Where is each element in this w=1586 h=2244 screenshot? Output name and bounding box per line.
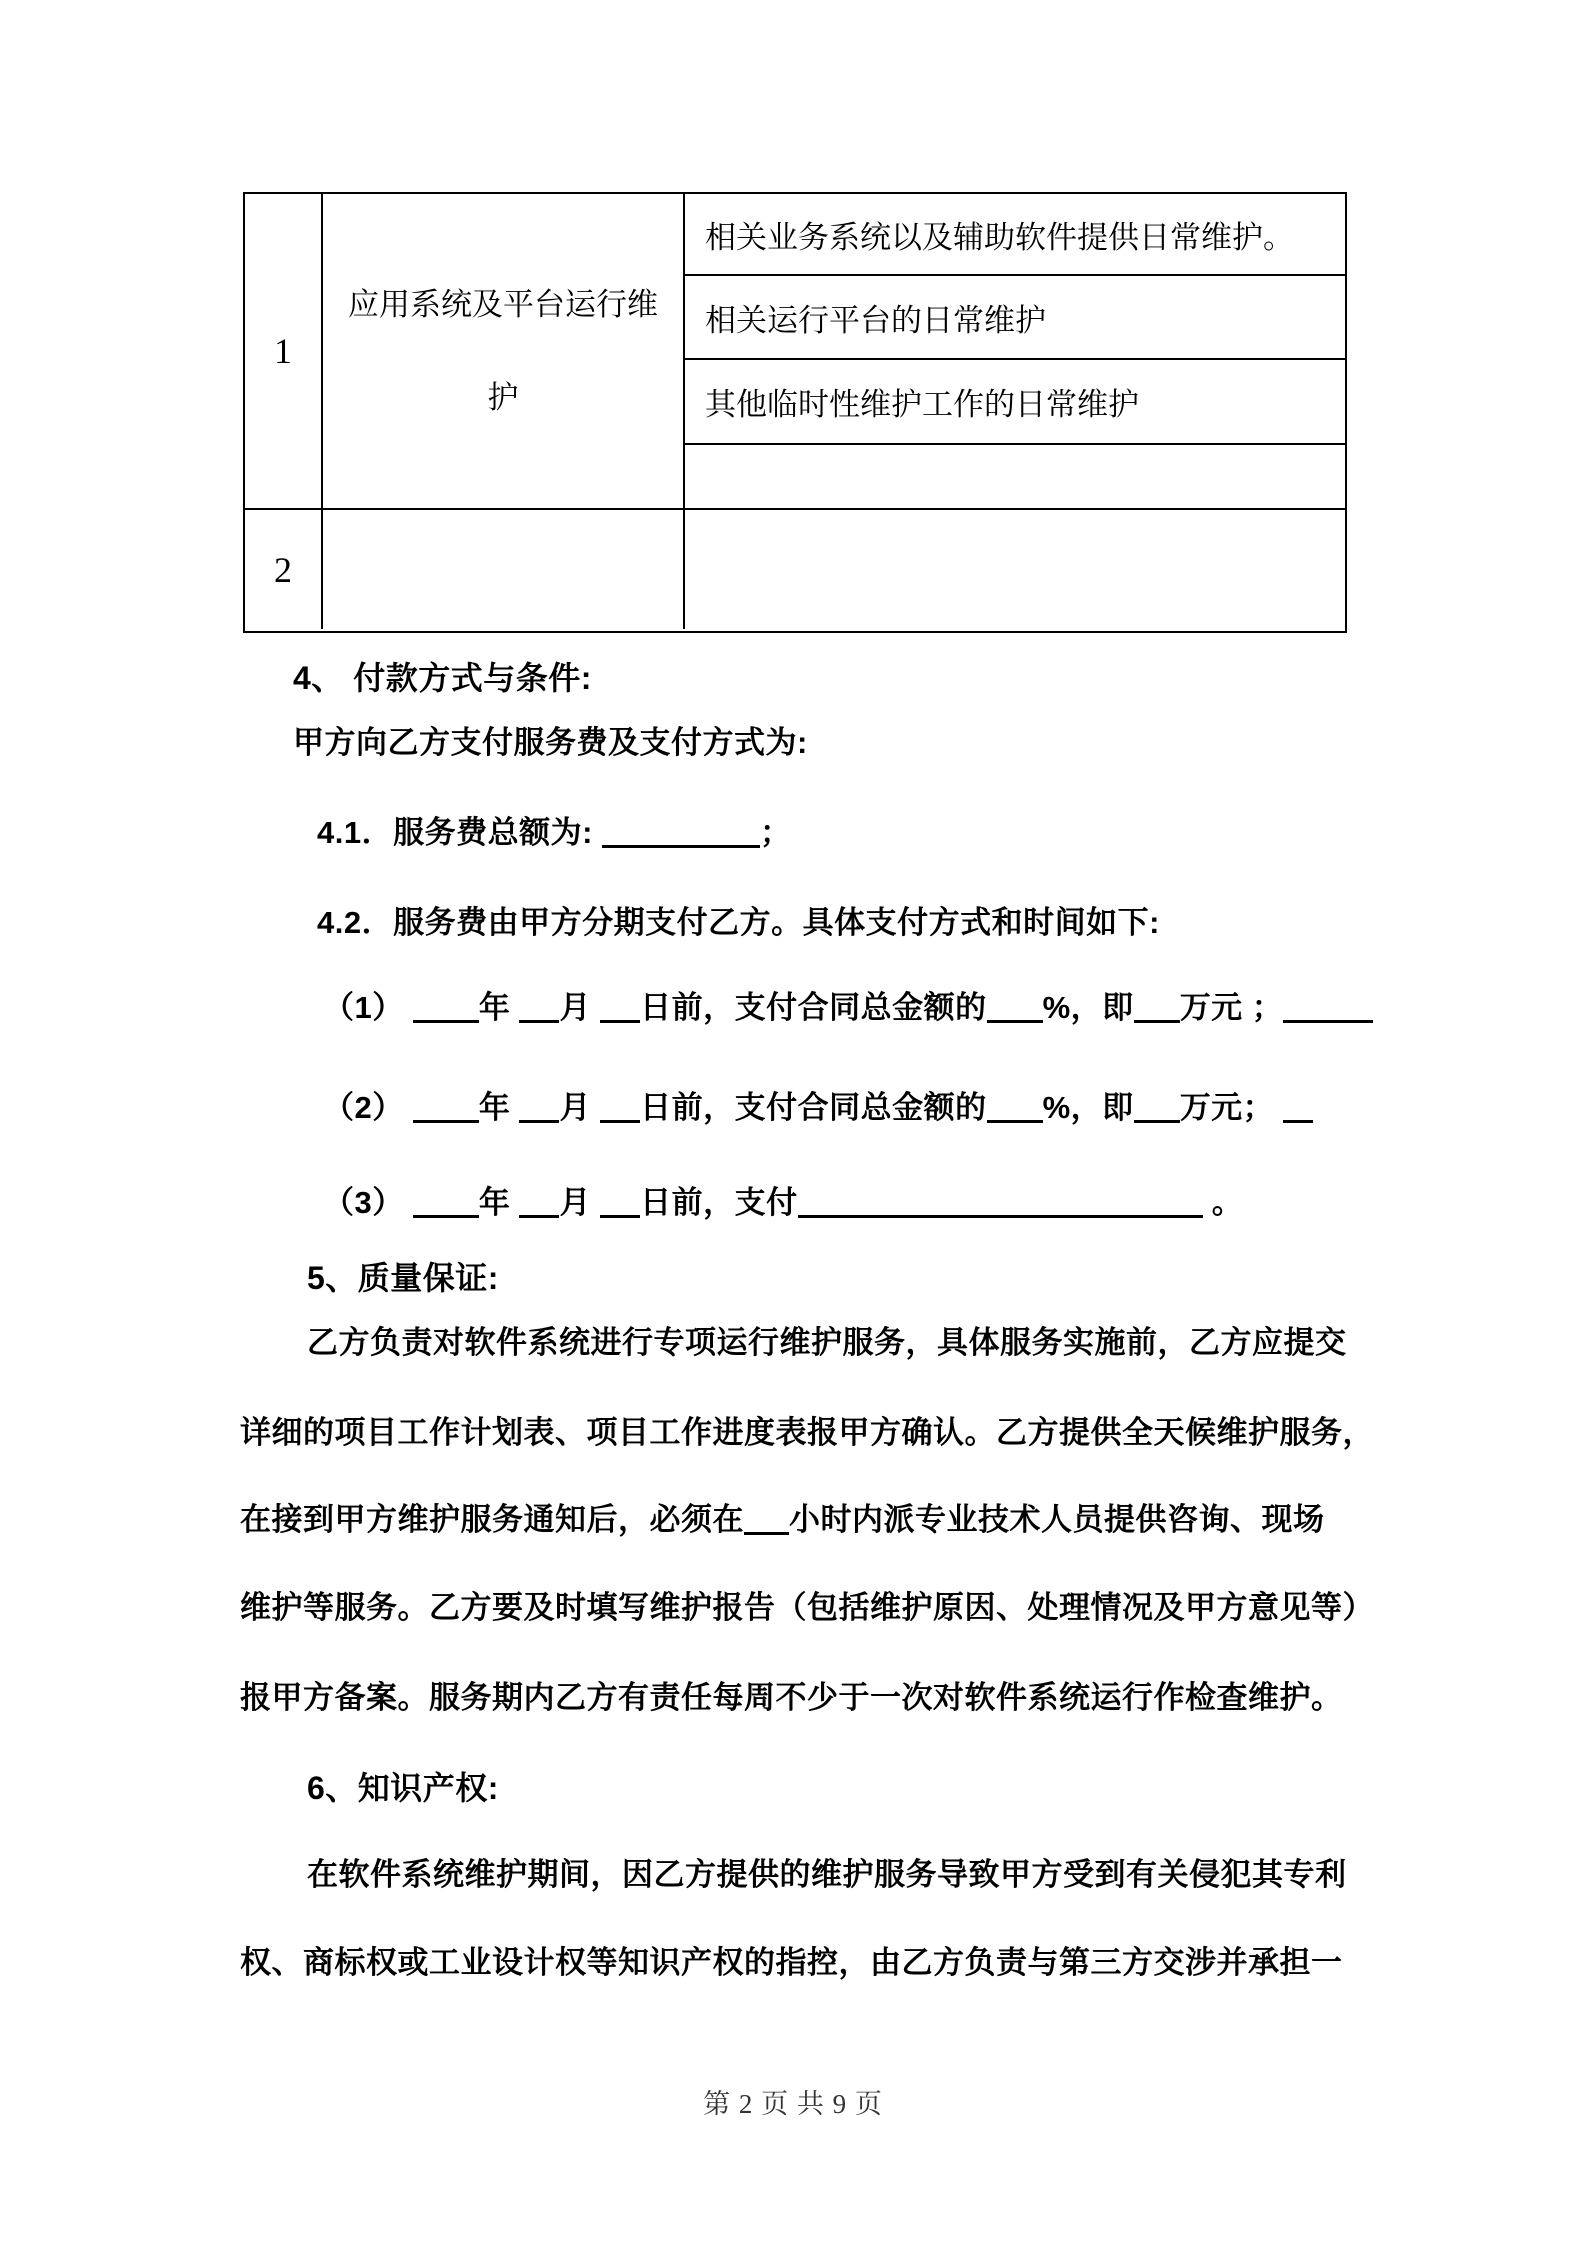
blank-field [600,1019,640,1023]
row2-number: 2 [245,510,323,629]
section4-intro: 甲方向乙方支付服务费及支付方式为: [293,725,808,760]
table-row [245,194,1345,508]
blank-field [413,1019,479,1023]
blank-field [600,1119,640,1123]
section5-line-2: 详细的项目工作计划表、项目工作进度表报甲方确认。乙方提供全天候维护服务， [240,1415,1374,1450]
row1-category-line2: 护 [487,379,519,415]
section5-heading: 5、质量保证: [307,1260,499,1296]
page-number-footer: 第 2 页 共 9 页 [703,2089,883,2119]
blank-field [519,1019,559,1023]
row1-number: 1 [245,194,323,508]
row1-item-3: 其他临时性维护工作的日常维护 [685,360,1345,445]
table-row [245,508,1345,629]
payment-line-2: （2） 年 月 日前，支付合同总金额的 %，即 万元； [323,1088,1313,1128]
section4-heading: 4、 付款方式与条件: [293,660,592,696]
clause-4-1: 4.1．服务费总额为: ； [317,815,792,850]
section5-line-3: 在接到甲方维护服务通知后，必须在 小时内派专业技术人员提供咨询、现场 [240,1502,1325,1537]
clause-4-2: 4.2．服务费由甲方分期支付乙方。具体支付方式和时间如下: [317,905,1160,940]
section5-line-4: 维护等服务。乙方要及时填写维护报告（包括维护原因、处理情况及甲方意见等） [240,1590,1374,1625]
blank-field [987,1019,1043,1023]
section6-line-1: 在软件系统维护期间，因乙方提供的维护服务导致甲方受到有关侵犯其专利 [307,1857,1347,1892]
section6-heading: 6、知识产权: [307,1770,499,1806]
row1-item-1: 相关业务系统以及辅助软件提供日常维护。 [685,194,1345,276]
blank-field [413,1119,479,1123]
blank-field [413,1214,479,1218]
section5-line-1: 乙方负责对软件系统进行专项运行维护服务，具体服务实施前，乙方应提交 [307,1325,1347,1360]
payment-line-3: （3） 年 月 日前，支付 。 [323,1185,1244,1220]
row1-category-line1: 应用系统及平台运行维 [348,286,658,322]
payment-line-1: （1） 年 月 日前，支付合同总金额的 %，即 万元 ； [323,988,1373,1028]
blank-field [519,1119,559,1123]
section5-line-5: 报甲方备案。服务期内乙方有责任每周不少于一次对软件系统运行作检查维护。 [240,1680,1343,1715]
blank-field [1283,1019,1373,1023]
blank-field [798,1214,1203,1218]
row1-category [323,194,685,508]
service-table [243,192,1347,633]
blank-field [519,1214,559,1218]
row2-category [323,510,685,629]
blank-field [600,1214,640,1218]
row1-item-4 [685,445,1345,508]
blank-field [1283,1119,1313,1123]
row1-item-2: 相关运行平台的日常维护 [685,276,1345,360]
section6-line-2: 权、商标权或工业设计权等知识产权的指控，由乙方负责与第三方交涉并承担一 [240,1945,1343,1980]
blank-field [987,1119,1043,1123]
row1-items [685,194,1345,508]
blank-field [1134,1119,1180,1123]
row2-item [685,510,1345,629]
blank-field [1134,1019,1180,1023]
blank-field [744,1531,789,1535]
blank-field [602,844,760,848]
